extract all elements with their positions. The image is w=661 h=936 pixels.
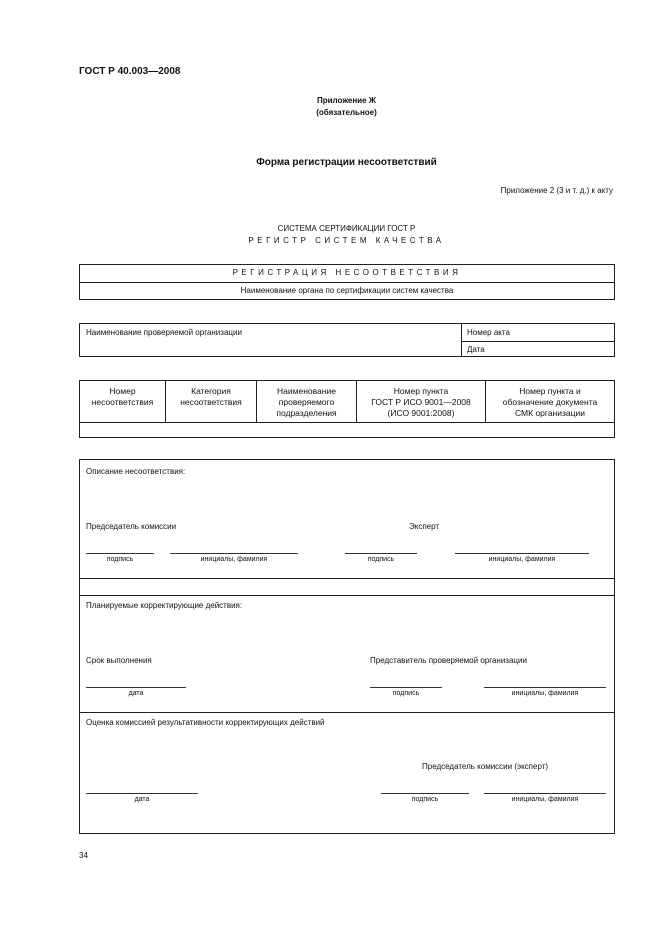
representative-signature-line — [370, 687, 442, 688]
caption-signature: подпись — [392, 690, 420, 697]
table-header-category — [166, 386, 256, 408]
table-header-nc-number — [80, 386, 165, 408]
caption-date: дата — [128, 690, 144, 697]
header-line: (ИСО 9001:2008) — [387, 408, 455, 418]
evaluation-date-line — [86, 793, 198, 794]
header-line: подразделения — [276, 408, 337, 418]
expert-signature-line — [345, 553, 417, 554]
header-line: Наименование — [277, 386, 336, 396]
representative-initials-line — [484, 687, 606, 688]
header-line: несоответствия — [180, 397, 242, 407]
appendix-title: Приложение Ж — [317, 96, 376, 105]
registration-box — [79, 264, 615, 300]
header-line: Номер пункта и — [519, 386, 581, 396]
deadline-date-line — [86, 687, 186, 688]
header-line: Номер — [109, 386, 136, 396]
register-name: РЕГИСТР СИСТЕМ КАЧЕСТВА — [248, 236, 445, 245]
divider — [80, 422, 614, 423]
description-label: Описание несоответствия: — [86, 467, 186, 476]
chair-label: Председатель комиссии — [86, 522, 177, 531]
header-line: обозначение документа — [502, 397, 598, 407]
divider — [461, 341, 614, 342]
system-name: СИСТЕМА СЕРТИФИКАЦИИ ГОСТ Р — [277, 224, 416, 233]
attachment-reference: Приложение 2 (3 и т. д.) к акту — [500, 186, 613, 195]
page-number: 34 — [79, 851, 88, 860]
expert-label: Эксперт — [409, 522, 440, 531]
organization-name-label: Наименование проверяемой организации — [86, 328, 242, 337]
chair-expert-signature-line — [381, 793, 469, 794]
section-divider — [80, 595, 614, 596]
corrective-actions-label: Планируемые корректирующие действия: — [86, 601, 243, 610]
organization-representative-label: Представитель проверяемой организации — [370, 656, 527, 665]
chair-initials-line — [170, 553, 298, 554]
chair-signature-line — [86, 553, 154, 554]
header-line: ГОСТ Р ИСО 9001—2008 — [371, 397, 471, 407]
divider — [80, 282, 614, 283]
caption-signature: подпись — [106, 556, 134, 563]
caption-initials: инициалы, фамилия — [488, 556, 556, 563]
section-divider — [80, 712, 614, 713]
date-label: Дата — [467, 345, 485, 354]
header-line: Номер пункта — [393, 386, 449, 396]
header-line: проверяемого — [278, 397, 335, 407]
caption-initials: инициалы, фамилия — [511, 796, 579, 803]
expert-initials-line — [455, 553, 589, 554]
caption-initials: инициалы, фамилия — [511, 690, 579, 697]
appendix-note: (обязательное) — [316, 108, 377, 117]
chair-expert-initials-line — [484, 793, 606, 794]
caption-signature: подпись — [367, 556, 395, 563]
form-title: Форма регистрации несоответствий — [256, 157, 437, 168]
certification-body-name: Наименование органа по сертификации систем качества — [240, 286, 454, 295]
caption-date: дата — [134, 796, 150, 803]
table-header-department — [257, 386, 356, 419]
section-divider — [80, 578, 614, 579]
header-line: Категория — [191, 386, 231, 396]
divider — [461, 324, 462, 356]
table-header-gost-clause — [357, 386, 485, 419]
caption-initials: инициалы, фамилия — [200, 556, 268, 563]
header-line: несоответствия — [91, 397, 154, 407]
organization-box — [79, 323, 615, 357]
act-number-label: Номер акта — [467, 328, 510, 337]
nonconformity-table — [79, 380, 615, 438]
evaluation-label: Оценка комиссией результативности корректирующих действий — [86, 718, 325, 727]
registration-title: РЕГИСТРАЦИЯ НЕСООТВЕТСТВИЯ — [232, 268, 462, 277]
caption-signature: подпись — [411, 796, 439, 803]
deadline-label: Срок выполнения — [86, 656, 152, 665]
nonconformity-form-box — [79, 459, 615, 834]
document-code: ГОСТ Р 40.003—2008 — [79, 66, 181, 77]
table-header-qms-document — [486, 386, 614, 419]
header-line: СМК организации — [515, 408, 585, 418]
chair-expert-label: Председатель комиссии (эксперт) — [422, 762, 549, 771]
